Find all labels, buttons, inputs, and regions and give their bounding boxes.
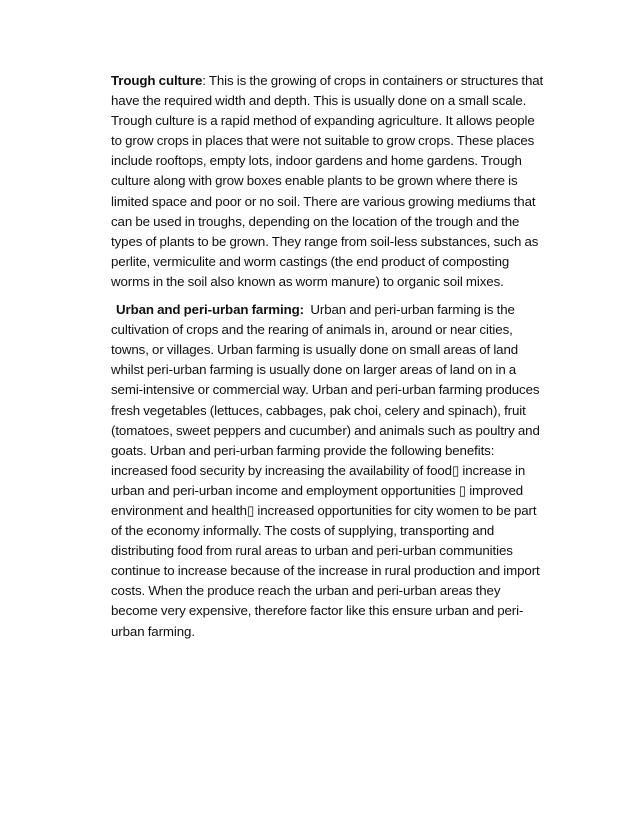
paragraph-line: whilst peri-urban farming is usually done on larger areas of land on in a <box>111 362 517 378</box>
paragraph-line: worms in the soil also known as worm manure) to organic soil mixes. <box>111 273 504 289</box>
trough-culture-paragraph <box>111 71 569 292</box>
paragraph-line: to grow crops in places that were not suitable to grow crops. These places <box>111 133 535 149</box>
document-body <box>111 71 569 642</box>
paragraph-line: cultivation of crops and the rearing of animals in, around or near cities, <box>111 322 513 338</box>
paragraph-line: have the required width and depth. This is usually done on a small scale. <box>111 93 527 109</box>
paragraph-line: increased food security by increasing the availability of food▯ increase in <box>111 462 526 478</box>
paragraph-line: towns, or villages. Urban farming is usually done on small areas of land <box>111 342 519 358</box>
paragraph-line: types of plants to be grown. They range from soil-less substances, such as <box>111 233 539 249</box>
paragraph-line: continue to increase because of the increase in rural production and import <box>111 563 540 579</box>
paragraph-line: semi-intensive or commercial way. Urban and peri-urban farming produces <box>111 382 540 398</box>
paragraph-line: goats. Urban and peri-urban farming provide the following benefits: <box>111 442 495 458</box>
paragraph-line <box>111 300 569 320</box>
paragraph-line: (tomatoes, sweet peppers and cucumber) and animals such as poultry and <box>111 422 540 438</box>
paragraph-line: environment and health▯ increased opportunities for city women to be part <box>111 502 537 518</box>
paragraph-line: limited space and poor or no soil. There are various growing mediums that <box>111 193 536 209</box>
urban-farming-heading: Urban and peri-urban farming: <box>116 302 304 318</box>
paragraph-line: can be used in troughs, depending on the location of the trough and the <box>111 213 520 229</box>
trough-culture-heading: Trough culture <box>111 73 203 88</box>
paragraph-line <box>111 71 569 91</box>
paragraph-line: perlite, vermiculite and worm castings (the end product of composting <box>111 253 510 269</box>
paragraph-line: distributing food from rural areas to urban and peri-urban communities <box>111 543 513 559</box>
urban-farming-paragraph <box>111 300 569 642</box>
paragraph-line: costs. When the produce reach the urban and peri-urban areas they <box>111 583 501 599</box>
paragraph-line-text: Urban and peri-urban farming is the <box>303 302 515 318</box>
paragraph-line: Trough culture is a rapid method of expanding agriculture. It allows people <box>111 113 535 129</box>
paragraph-line: include rooftops, empty lots, indoor gardens and home gardens. Trough <box>111 153 522 169</box>
paragraph-line: urban farming. <box>111 623 195 639</box>
paragraph-line: fresh vegetables (lettuces, cabbages, pak choi, celery and spinach), fruit <box>111 402 526 418</box>
paragraph-line: culture along with grow boxes enable plants to be grown where there is <box>111 173 518 189</box>
paragraph-line: of the economy informally. The costs of supplying, transporting and <box>111 523 495 539</box>
paragraph-line: urban and peri-urban income and employment opportunities ▯ improved <box>111 482 524 498</box>
paragraph-line-text: : This is the growing of crops in containers or structures that <box>202 73 544 88</box>
paragraph-line: become very expensive, therefore factor like this ensure urban and peri- <box>111 603 524 619</box>
